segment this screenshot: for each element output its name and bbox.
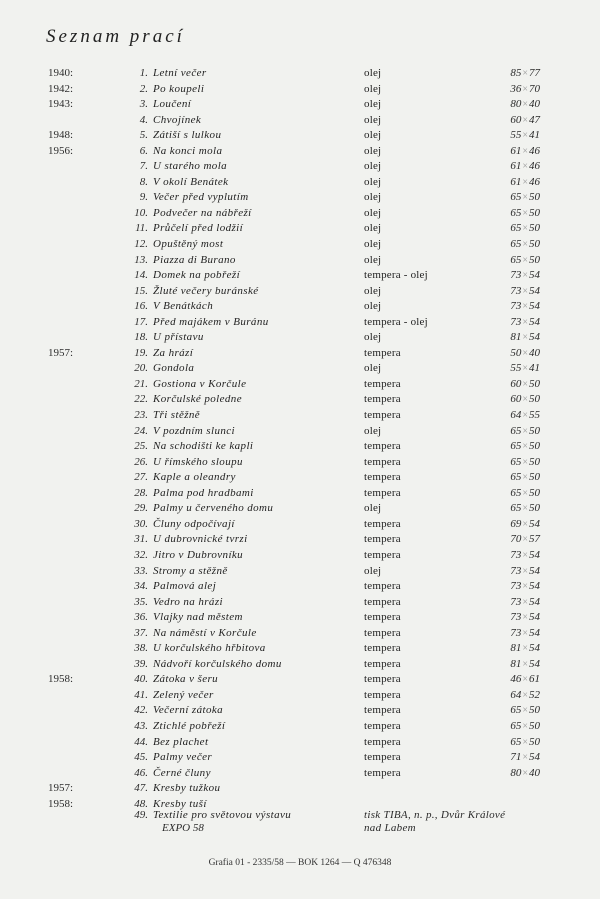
work-dimensions: 60×47 — [510, 113, 540, 126]
work-technique: tempera — [364, 704, 401, 717]
work-technique: tempera — [364, 642, 401, 655]
work-name: Gostiona v Korčule — [153, 377, 247, 390]
work-technique: olej — [364, 331, 382, 344]
work-name: Opuštěný most — [153, 238, 224, 251]
printer-line2: nad Labem — [364, 822, 416, 834]
work-number: 8. — [139, 175, 148, 188]
work-row — [0, 330, 600, 346]
work-row — [0, 268, 600, 284]
times-sign: × — [522, 347, 528, 359]
work-name: Letní večer — [153, 67, 207, 79]
work-name: Chvojínek — [153, 113, 202, 126]
work-technique: olej — [364, 191, 382, 204]
work-dimensions: 73×54 — [510, 626, 540, 639]
work-number: 48. — [134, 797, 148, 810]
work-technique: tempera - olej — [364, 315, 428, 328]
work-number: 41. — [134, 688, 148, 701]
work-row — [0, 159, 600, 175]
work-technique: tempera — [364, 393, 401, 406]
times-sign: × — [522, 456, 528, 468]
work-number: 21. — [134, 377, 148, 390]
work-name: Černé čluny — [153, 766, 211, 779]
times-sign: × — [522, 394, 528, 406]
work-number: 22. — [134, 393, 148, 406]
work-technique: tempera — [364, 455, 401, 468]
work-technique: tempera — [364, 719, 401, 732]
work-row — [0, 766, 600, 782]
work-number: 16. — [134, 300, 148, 313]
work-number: 31. — [134, 533, 148, 546]
work-year: 1948: — [48, 129, 74, 142]
work-technique: olej — [364, 253, 382, 266]
work-name: Večer před vyplutím — [153, 191, 249, 204]
work-dimensions: 50×40 — [510, 346, 540, 359]
work-number: 17. — [134, 315, 148, 328]
times-sign: × — [522, 301, 528, 313]
times-sign: × — [522, 363, 528, 375]
work-name: Po koupeli — [153, 82, 205, 95]
work-name: Na náměstí v Korčule — [153, 626, 257, 639]
work-number: 34. — [134, 580, 148, 593]
work-year: 1957: — [48, 346, 74, 359]
work-name: Tři stěžně — [153, 409, 201, 422]
times-sign: × — [522, 767, 528, 779]
work-dimensions: 55×41 — [510, 362, 540, 375]
work-dimensions: 60×50 — [510, 393, 540, 406]
work-row — [0, 501, 600, 517]
work-row — [0, 361, 600, 377]
work-row — [0, 113, 600, 129]
work-row — [0, 579, 600, 595]
work-row — [0, 532, 600, 548]
work-row — [0, 284, 600, 300]
work-dimensions: 65×50 — [510, 471, 540, 484]
work-dimensions: 46×61 — [510, 673, 540, 686]
work-technique: tempera — [364, 409, 401, 422]
work-number: 6. — [139, 144, 148, 157]
work-technique: tempera — [364, 766, 401, 779]
work-row — [0, 424, 600, 440]
work-name: Ztichlé pobřeží — [153, 719, 226, 732]
work-dimensions: 61×46 — [510, 175, 540, 188]
work-number: 27. — [134, 471, 148, 484]
work-row — [0, 455, 600, 471]
work-name: Loučení — [153, 98, 192, 111]
times-sign: × — [522, 689, 528, 701]
work-number: 1. — [139, 67, 148, 79]
work-row — [0, 470, 600, 486]
work-technique: tempera — [364, 626, 401, 639]
work-dimensions: 65×50 — [510, 206, 540, 219]
work-row — [0, 237, 600, 253]
times-sign: × — [522, 674, 528, 686]
work-row — [0, 657, 600, 673]
work-year: 1958: — [48, 797, 74, 810]
works-list — [0, 66, 600, 812]
work-name: Kresby tužkou — [153, 782, 221, 795]
work-number: 10. — [134, 206, 148, 219]
times-sign: × — [522, 410, 528, 422]
times-sign: × — [522, 581, 528, 593]
work-name: Vlajky nad městem — [153, 611, 243, 624]
work-row — [0, 688, 600, 704]
work-dimensions: 65×50 — [510, 719, 540, 732]
work-name: V okolí Benátek — [153, 175, 229, 188]
times-sign: × — [522, 596, 528, 608]
work-technique: olej — [364, 113, 382, 126]
times-sign: × — [522, 503, 528, 515]
work-name: Domek na pobřeží — [153, 269, 241, 282]
work-technique: tempera — [364, 673, 401, 686]
work-number: 30. — [134, 517, 148, 530]
work-technique: olej — [364, 502, 382, 515]
work-row — [0, 253, 600, 269]
work-name: V pozdním slunci — [153, 424, 235, 437]
work-dimensions: 55×41 — [510, 129, 540, 142]
work-dimensions: 65×50 — [510, 704, 540, 717]
work-dimensions: 65×50 — [510, 735, 540, 748]
work-year: 1958: — [48, 673, 74, 686]
work-row — [0, 66, 600, 82]
page-title: Seznam prací — [46, 26, 185, 47]
work-name: Podvečer na nábřeží — [153, 206, 252, 219]
work-name: Palma pod hradbami — [153, 486, 254, 499]
work-number: 37. — [134, 626, 148, 639]
work-technique: tempera — [364, 548, 401, 561]
times-sign: × — [522, 239, 528, 251]
work-dimensions: 65×50 — [510, 238, 540, 251]
times-sign: × — [522, 68, 528, 79]
work-dimensions: 64×52 — [510, 688, 540, 701]
work-technique: olej — [364, 222, 382, 235]
work-name: Žluté večery buránské — [153, 284, 259, 297]
work-name: Na schodišti ke kapli — [153, 440, 254, 453]
work-row — [0, 299, 600, 315]
work-technique: olej — [364, 175, 382, 188]
work-name: U přístavu — [153, 331, 204, 344]
work-dimensions: 81×54 — [510, 331, 540, 344]
work-name: Před majákem v Buránu — [153, 315, 269, 328]
times-sign: × — [522, 472, 528, 484]
work-technique: olej — [364, 144, 382, 157]
work-name: Večerní zátoka — [153, 704, 224, 717]
times-sign: × — [522, 130, 528, 142]
work-row — [0, 735, 600, 751]
work-dimensions: 81×54 — [510, 642, 540, 655]
work-number: 25. — [134, 440, 148, 453]
work-technique: olej — [364, 82, 382, 95]
work-dimensions: 65×50 — [510, 502, 540, 515]
work-row — [0, 315, 600, 331]
work-technique: tempera — [364, 735, 401, 748]
work-number: 35. — [134, 595, 148, 608]
work-number: 24. — [134, 424, 148, 437]
work-number: 7. — [139, 160, 148, 173]
work-name: Palmová alej — [153, 580, 217, 593]
work-number: 28. — [134, 486, 148, 499]
work-number: 4. — [139, 113, 148, 126]
work-row — [0, 144, 600, 160]
times-sign: × — [522, 254, 528, 266]
work-technique: tempera — [364, 471, 401, 484]
work-dimensions: 61×46 — [510, 160, 540, 173]
work-dimensions: 71×54 — [510, 751, 540, 764]
work-row — [0, 377, 600, 393]
work-dimensions: 65×50 — [510, 486, 540, 499]
work-technique: tempera — [364, 517, 401, 530]
work-name: Nádvoří korčulského domu — [153, 657, 282, 670]
work-name: Zátoka v šeru — [153, 673, 219, 686]
times-sign: × — [522, 441, 528, 453]
work-row — [0, 392, 600, 408]
work-name: U dubrovnické tvrzi — [153, 533, 248, 546]
work-dimensions: 73×54 — [510, 595, 540, 608]
work-number: 13. — [134, 253, 148, 266]
work-technique: tempera — [364, 440, 401, 453]
work-dimensions: 73×54 — [510, 611, 540, 624]
work-row — [0, 564, 600, 580]
work-row — [0, 672, 600, 688]
work-name: Na konci mola — [153, 144, 223, 157]
work-number: 33. — [134, 564, 148, 577]
times-sign: × — [522, 752, 528, 764]
times-sign: × — [522, 658, 528, 670]
work-name: Čluny odpočívají — [153, 517, 235, 530]
work-number: 38. — [134, 642, 148, 655]
work-name: Zelený večer — [153, 688, 214, 701]
work-technique: tempera — [364, 688, 401, 701]
work-technique: tempera — [364, 346, 401, 359]
work-dimensions: 73×54 — [510, 284, 540, 297]
work-row — [0, 221, 600, 237]
work-dimensions: 64×55 — [510, 409, 540, 422]
times-sign: × — [522, 114, 528, 126]
times-sign: × — [522, 270, 528, 282]
print-colophon: Grafia 01 - 2335/58 — BOK 1264 — Q 476348 — [208, 858, 392, 868]
times-sign: × — [522, 207, 528, 219]
times-sign: × — [522, 161, 528, 173]
work-row — [0, 408, 600, 424]
work-year: 1943: — [48, 98, 74, 111]
times-sign: × — [522, 612, 528, 624]
work-number: 44. — [134, 735, 148, 748]
work-number: 46. — [134, 766, 148, 779]
work-technique: olej — [364, 564, 382, 577]
work-technique: olej — [364, 160, 382, 173]
work-name: Průčelí před lodžií — [153, 222, 244, 235]
work-technique: tempera — [364, 377, 401, 390]
work-number: 32. — [134, 548, 148, 561]
times-sign: × — [522, 83, 528, 95]
work-technique: tempera — [364, 580, 401, 593]
work-number: 9. — [139, 191, 148, 204]
printer-info — [364, 809, 564, 835]
work-dimensions: 70×57 — [510, 533, 540, 546]
times-sign: × — [522, 378, 528, 390]
work-number: 26. — [134, 455, 148, 468]
work-dimensions: 73×54 — [510, 315, 540, 328]
work-name: Palmy večer — [153, 751, 213, 764]
work-row — [0, 719, 600, 735]
work-dimensions: 73×54 — [510, 580, 540, 593]
work-technique: tempera — [364, 751, 401, 764]
work-year: 1957: — [48, 782, 74, 795]
times-sign: × — [522, 99, 528, 111]
work-number: 3. — [139, 98, 148, 111]
work-name: Bez plachet — [153, 735, 209, 748]
times-sign: × — [522, 332, 528, 344]
work-technique: tempera — [364, 595, 401, 608]
work-dimensions: 61×46 — [510, 144, 540, 157]
work-technique: olej — [364, 238, 382, 251]
work-row — [0, 750, 600, 766]
work-number: 36. — [134, 611, 148, 624]
work-name: V Benátkách — [153, 300, 214, 313]
work-number: 47. — [134, 782, 148, 795]
work-technique: tempera - olej — [364, 269, 428, 282]
printer-line1: tisk TIBA, n. p., Dvůr Králové — [364, 809, 506, 821]
work-technique: olej — [364, 206, 382, 219]
work-name-line1: Textilie pro světovou výstavu — [153, 809, 292, 821]
work-dimensions: 80×40 — [510, 766, 540, 779]
work-technique: tempera — [364, 533, 401, 546]
work-year: 1942: — [48, 82, 74, 95]
work-number: 15. — [134, 284, 148, 297]
work-dimensions: 73×54 — [510, 564, 540, 577]
work-dimensions: 69×54 — [510, 517, 540, 530]
work-row — [0, 190, 600, 206]
times-sign: × — [522, 736, 528, 748]
work-name: Stromy a stěžně — [153, 564, 228, 577]
times-sign: × — [522, 549, 528, 561]
work-dimensions: 65×50 — [510, 440, 540, 453]
times-sign: × — [522, 518, 528, 530]
work-row — [0, 97, 600, 113]
work-dimensions: 36×70 — [510, 82, 540, 95]
work-technique: olej — [364, 98, 382, 111]
work-dimensions: 65×50 — [510, 191, 540, 204]
work-name: Korčulské poledne — [153, 393, 242, 406]
work-name: Zátiší s lulkou — [153, 129, 222, 142]
work-technique: olej — [364, 424, 382, 437]
work-name: U korčulského hřbitova — [153, 642, 266, 655]
work-name: Gondola — [153, 362, 195, 375]
work-name: Kresby tuší — [153, 797, 207, 810]
work-dimensions: 80×40 — [510, 98, 540, 111]
work-technique: olej — [364, 300, 382, 313]
work-name-line2: EXPO 58 — [162, 822, 204, 834]
work-row — [0, 175, 600, 191]
work-name: Jitro v Dubrovníku — [153, 548, 244, 561]
work-name: Palmy u červeného domu — [153, 502, 274, 515]
work-number: 23. — [134, 409, 148, 422]
work-dimensions: 60×50 — [510, 377, 540, 390]
times-sign: × — [522, 223, 528, 235]
work-technique: olej — [364, 362, 382, 375]
work-number: 2. — [139, 82, 148, 95]
work-number: 43. — [134, 719, 148, 732]
work-number: 20. — [134, 362, 148, 375]
work-row — [0, 610, 600, 626]
work-name: Piazza di Burano — [153, 253, 236, 266]
work-number: 49. — [134, 809, 148, 821]
work-technique: tempera — [364, 611, 401, 624]
work-number: 39. — [134, 657, 148, 670]
work-number: 45. — [134, 751, 148, 764]
work-name: Kaple a oleandry — [153, 471, 236, 484]
times-sign: × — [522, 285, 528, 297]
work-dimensions: 65×50 — [510, 455, 540, 468]
times-sign: × — [522, 487, 528, 499]
times-sign: × — [522, 565, 528, 577]
work-technique: tempera — [364, 657, 401, 670]
work-dimensions: 65×50 — [510, 424, 540, 437]
work-row — [0, 486, 600, 502]
work-dimensions: 85×77 — [510, 67, 540, 79]
work-technique: olej — [364, 129, 382, 142]
times-sign: × — [522, 192, 528, 204]
work-number: 40. — [134, 673, 148, 686]
times-sign: × — [522, 720, 528, 732]
work-row — [0, 641, 600, 657]
work-number: 14. — [134, 269, 148, 282]
work-dimensions: 81×54 — [510, 657, 540, 670]
work-dimensions: 73×54 — [510, 269, 540, 282]
times-sign: × — [522, 643, 528, 655]
work-year: 1940: — [48, 67, 74, 79]
times-sign: × — [522, 627, 528, 639]
times-sign: × — [522, 705, 528, 717]
work-row — [0, 128, 600, 144]
times-sign: × — [522, 176, 528, 188]
work-dimensions: 65×50 — [510, 222, 540, 235]
work-dimensions: 65×50 — [510, 253, 540, 266]
work-row — [0, 206, 600, 222]
work-name: Za hrází — [153, 346, 194, 359]
work-row — [0, 703, 600, 719]
work-row — [0, 82, 600, 98]
work-name: Vedro na hrázi — [153, 595, 223, 608]
work-number: 29. — [134, 502, 148, 515]
work-row — [0, 517, 600, 533]
work-name: U římského sloupu — [153, 455, 243, 468]
work-number: 11. — [135, 222, 148, 235]
work-name: U starého mola — [153, 160, 228, 173]
work-row — [0, 346, 600, 362]
work-number: 18. — [134, 331, 148, 344]
work-number: 19. — [134, 346, 148, 359]
work-year: 1956: — [48, 144, 74, 157]
times-sign: × — [522, 425, 528, 437]
work-row — [0, 781, 600, 797]
work-number: 12. — [134, 238, 148, 251]
work-row — [0, 548, 600, 564]
times-sign: × — [522, 534, 528, 546]
work-number: 5. — [139, 129, 148, 142]
work-dimensions: 73×54 — [510, 300, 540, 313]
work-technique: tempera — [364, 486, 401, 499]
work-technique: olej — [364, 67, 382, 79]
work-number: 42. — [134, 704, 148, 717]
work-row — [0, 626, 600, 642]
work-technique: olej — [364, 284, 382, 297]
times-sign: × — [522, 316, 528, 328]
work-row — [0, 439, 600, 455]
work-row — [0, 595, 600, 611]
work-dimensions: 73×54 — [510, 548, 540, 561]
times-sign: × — [522, 145, 528, 157]
